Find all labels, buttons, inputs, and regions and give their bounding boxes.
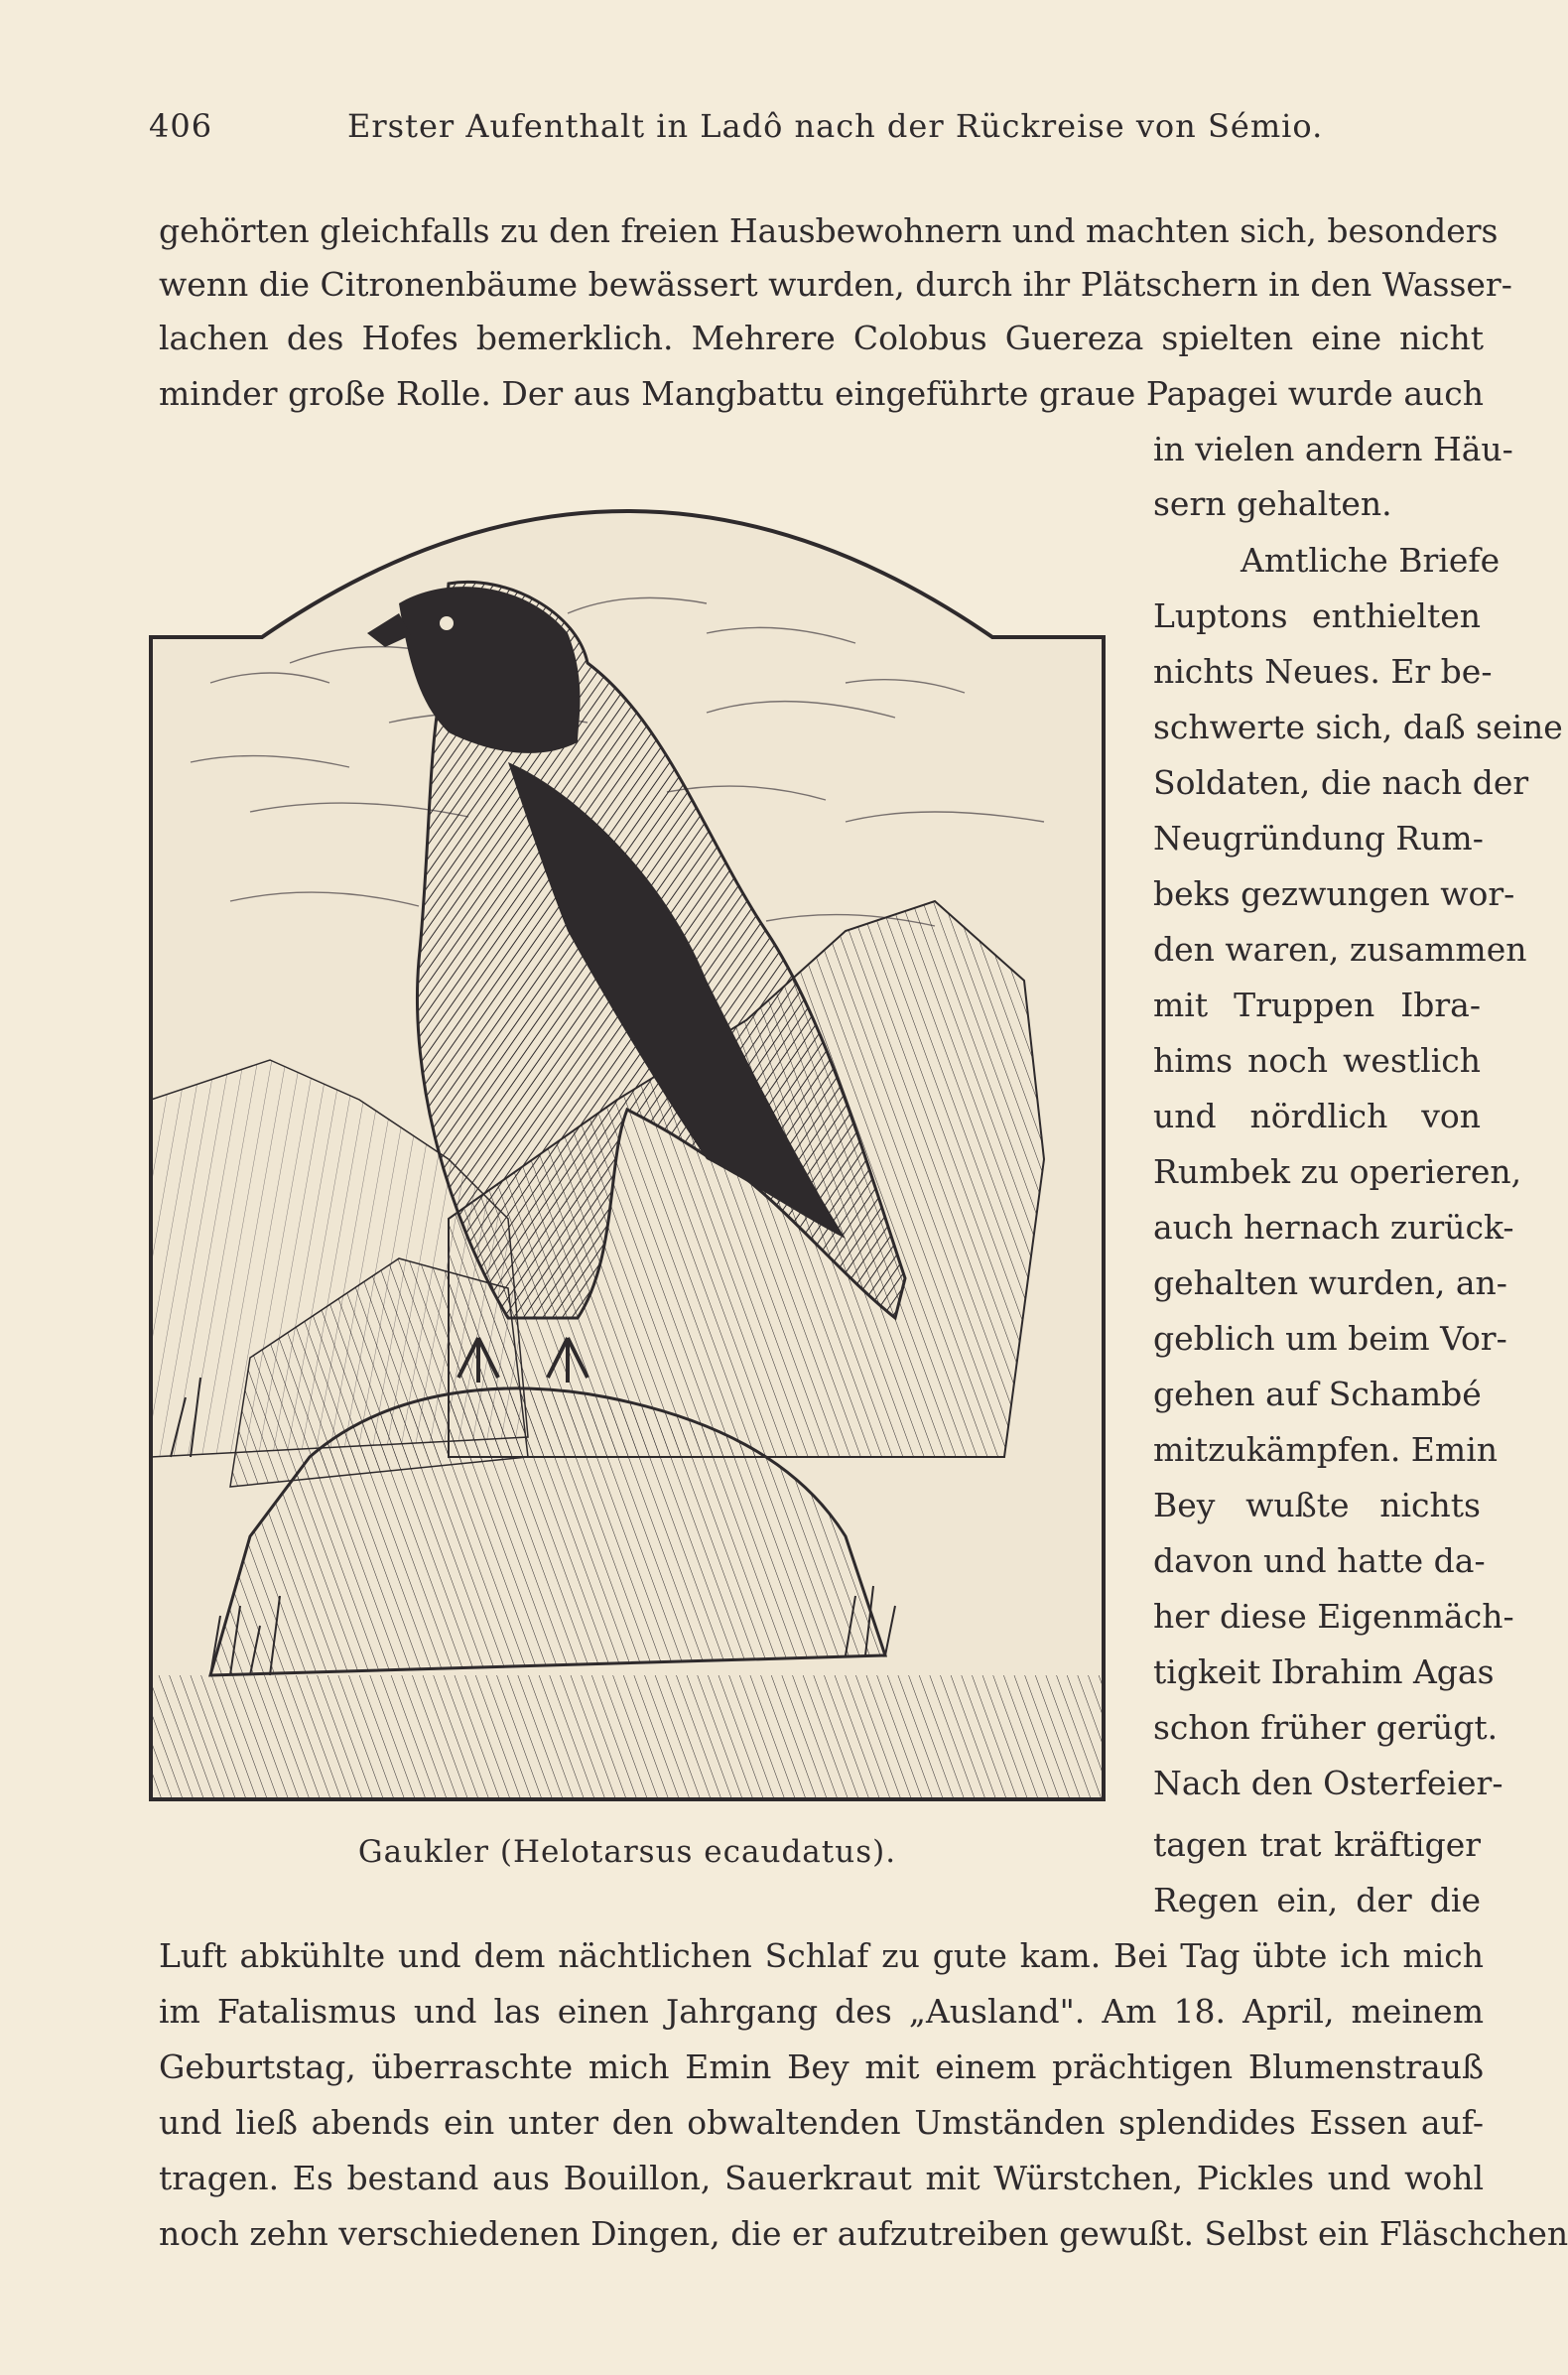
body-line: Luft abkühlte und dem nächtlichen Schlaf zu gute kam. Bei Tag übte ich mich <box>159 1936 1484 1975</box>
side-line: in vielen andern Häu- <box>1153 430 1513 468</box>
side-line: den waren, zusammen <box>1153 930 1527 969</box>
running-head: Erster Aufenthalt in Ladô nach der Rückreise von Sémio. <box>347 107 1324 145</box>
side-line: mit Truppen Ibra- <box>1153 986 1481 1024</box>
body-line: und ließ abends ein unter den obwaltenden Umständen splendides Essen auf- <box>159 2103 1484 2142</box>
side-line: beks gezwungen wor- <box>1153 874 1515 913</box>
eagle-engraving <box>151 464 1104 1799</box>
side-line: her diese Eigenmäch- <box>1153 1597 1514 1636</box>
side-line: nichts Neues. Er be- <box>1153 652 1493 691</box>
body-line: im Fatalismus und las einen Jahrgang des „Ausland". Am 18. April, meinem <box>159 1992 1484 2031</box>
side-line: Soldaten, die nach der <box>1153 763 1529 802</box>
side-line: Neugründung Rum- <box>1153 819 1484 858</box>
body-line: tragen. Es bestand aus Bouillon, Sauerkraut mit Würstchen, Pickles und wohl <box>159 2159 1484 2197</box>
eagle-illustration <box>151 464 1104 1799</box>
side-line: Luptons enthielten <box>1153 596 1481 635</box>
page-header <box>149 107 1489 157</box>
side-line: tagen trat kräftiger <box>1153 1825 1481 1864</box>
body-line: wenn die Citronenbäume bewässert wurden, durch ihr Plätschern in den Wasser- <box>159 265 1512 304</box>
side-line: schwerte sich, daß seine <box>1153 708 1563 746</box>
side-line: tigkeit Ibrahim Agas <box>1153 1652 1495 1691</box>
side-line: gehen auf Schambé <box>1153 1375 1482 1413</box>
side-line: mitzukämpfen. Emin <box>1153 1430 1498 1469</box>
side-line: hims noch westlich <box>1153 1041 1481 1080</box>
side-line: gehalten wurden, an- <box>1153 1263 1507 1302</box>
body-line: gehörten gleichfalls zu den freien Hausbewohnern und machten sich, besonders <box>159 211 1499 250</box>
figure-caption: Gaukler (Helotarsus ecaudatus). <box>357 1834 897 1870</box>
body-line: noch zehn verschiedenen Dingen, die er aufzutreiben gewußt. Selbst ein Fläschchen <box>159 2214 1568 2253</box>
side-line: Amtliche Briefe <box>1241 541 1501 580</box>
side-line: schon früher gerügt. <box>1153 1708 1499 1747</box>
side-line: Regen ein, der die <box>1153 1881 1481 1919</box>
side-line: und nördlich von <box>1153 1097 1481 1135</box>
body-line: lachen des Hofes bemerklich. Mehrere Colobus Guereza spielten eine nicht <box>159 319 1484 357</box>
body-line: Geburtstag, überraschte mich Emin Bey mit einem prächtigen Blumenstrauß <box>159 2047 1484 2086</box>
side-line: sern gehalten. <box>1153 484 1392 523</box>
side-line: Nach den Osterfeier- <box>1153 1764 1503 1802</box>
side-line: davon und hatte da- <box>1153 1541 1486 1580</box>
side-line: auch hernach zurück- <box>1153 1208 1514 1247</box>
side-line: Bey wußte nichts <box>1153 1486 1481 1524</box>
page-number: 406 <box>149 107 213 145</box>
side-line: geblich um beim Vor- <box>1153 1319 1507 1358</box>
side-line: Rumbek zu operieren, <box>1153 1152 1522 1191</box>
body-line: minder große Rolle. Der aus Mangbattu eingeführte graue Papagei wurde auch <box>159 374 1484 413</box>
